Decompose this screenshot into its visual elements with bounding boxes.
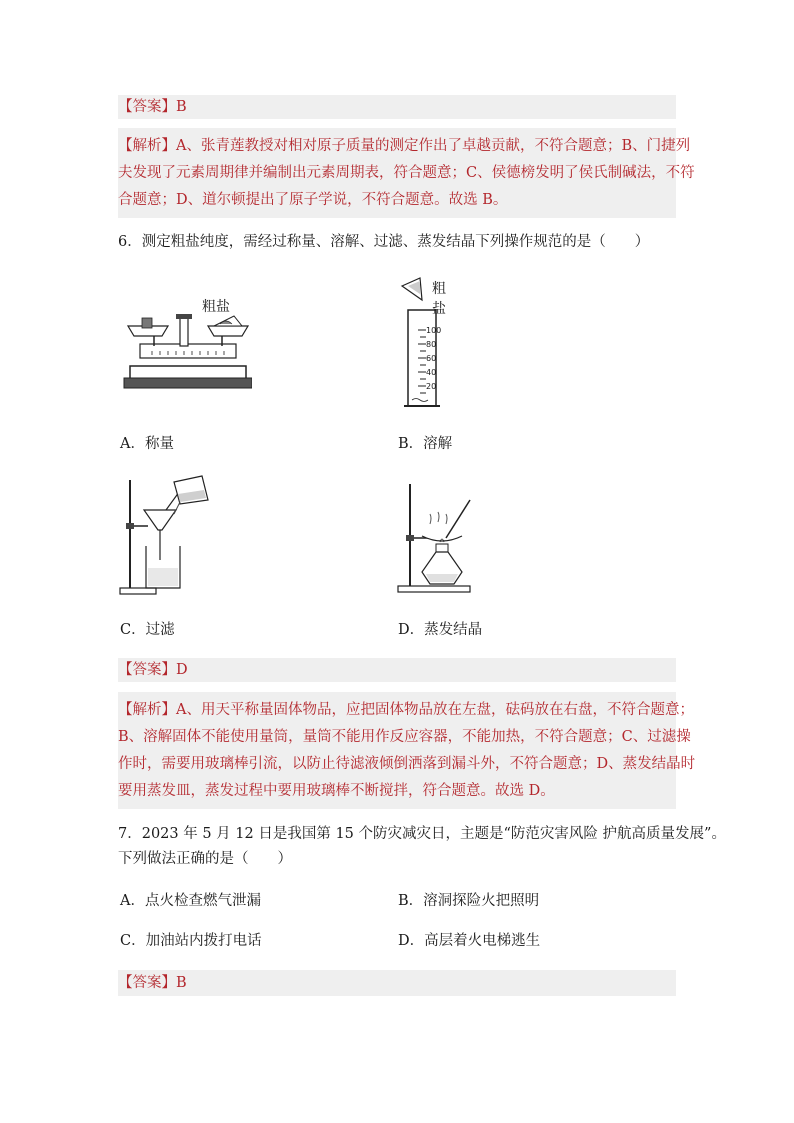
figure-cylinder bbox=[398, 272, 458, 412]
q7-option-c-letter: C． bbox=[120, 933, 146, 949]
q7-answer-value: B bbox=[176, 975, 187, 991]
q6-option-a-text: 称量 bbox=[144, 436, 174, 452]
q5-analysis-line-3 bbox=[118, 192, 678, 208]
q6-option-d-text: 蒸发结晶 bbox=[424, 622, 483, 638]
figure-b-label: 粗盐 bbox=[432, 281, 446, 317]
q6-option-b-text: 溶解 bbox=[423, 436, 453, 452]
q6-analysis-text-1: A、用天平称量固体物品，应把固体物品放在左盘，砝码放在右盘，不符合题意； bbox=[176, 702, 694, 718]
q7-option-c bbox=[120, 933, 262, 949]
q6-option-b-letter: B． bbox=[398, 436, 424, 452]
q5-answer-value: B bbox=[176, 99, 187, 115]
q7-option-b-letter: B． bbox=[398, 893, 424, 909]
q6-option-a bbox=[120, 436, 174, 452]
tick-20: 20 bbox=[426, 382, 437, 391]
q6-option-c-text: 过滤 bbox=[145, 622, 175, 638]
q7-answer-line bbox=[118, 975, 678, 991]
q5-analysis-text-1: A、张青莲教授对相对原子质量的测定作出了卓越贡献，不符合题意；B、门捷列 bbox=[176, 138, 691, 154]
q7-option-b-text: 溶洞探险火把照明 bbox=[423, 893, 540, 909]
tick-40: 40 bbox=[426, 368, 437, 377]
q7-stem-line-2: 下列做法正确的是（ ） bbox=[118, 851, 292, 867]
q6-option-d bbox=[398, 622, 482, 638]
q5-analysis-text-2: 夫发现了元素周期律并编制出元素周期表，符合题意；C、侯德榜发明了侯氏制碱法，不符 bbox=[118, 165, 695, 181]
q5-analysis-tag: 【解析】 bbox=[118, 138, 176, 154]
q6-option-c-letter: C． bbox=[120, 622, 146, 638]
q6-analysis-line-4 bbox=[118, 783, 678, 799]
q5-analysis-line-1 bbox=[118, 138, 691, 154]
q6-analysis-text-2: B、溶解固体不能使用量筒，量筒不能用作反应容器，不能加热，不符合题意；C、过滤操 bbox=[118, 729, 691, 745]
q6-option-d-letter: D． bbox=[398, 622, 425, 638]
q7-stem-line-1: 7．2023 年 5 月 12 日是我国第 15 个防灾减灾日，主题是“防范灾害风险 护航高质量发展”。 bbox=[118, 826, 726, 842]
q7-option-d-letter: D． bbox=[398, 933, 425, 949]
tick-60: 60 bbox=[426, 354, 437, 363]
q6-option-b bbox=[398, 436, 452, 452]
figure-evaporation bbox=[396, 476, 486, 596]
cylinder-tick-labels bbox=[426, 324, 441, 394]
q6-analysis-tag: 【解析】 bbox=[118, 702, 176, 718]
q5-answer-line bbox=[118, 99, 678, 115]
q6-option-a-letter: A． bbox=[120, 436, 145, 452]
q6-analysis-line-2 bbox=[118, 729, 691, 745]
q7-answer-tag: 【答案】 bbox=[118, 975, 176, 991]
tick-100: 100 bbox=[426, 326, 442, 335]
q6-option-c bbox=[120, 622, 175, 638]
q7-option-d bbox=[398, 933, 540, 949]
q7-option-c-text: 加油站内拨打电话 bbox=[145, 933, 262, 949]
tick-80: 80 bbox=[426, 340, 437, 349]
q6-answer-value: D bbox=[176, 662, 188, 678]
q7-option-d-text: 高层着火电梯逃生 bbox=[424, 933, 541, 949]
figure-balance bbox=[122, 294, 252, 394]
figure-filtration bbox=[118, 470, 218, 598]
figure-a-label: 粗盐 bbox=[202, 299, 230, 315]
q6-analysis-line-3 bbox=[118, 756, 696, 772]
q6-analysis-line-1 bbox=[118, 702, 694, 718]
q7-option-a-letter: A． bbox=[120, 893, 145, 909]
q6-analysis-text-3: 作时，需要用玻璃棒引流，以防止待滤液倾倒洒落到漏斗外，不符合题意；D、蒸发结晶时 bbox=[118, 756, 696, 772]
q7-option-a-text: 点火检查燃气泄漏 bbox=[144, 893, 261, 909]
q6-answer-line bbox=[118, 662, 678, 678]
balance-icon bbox=[122, 294, 252, 394]
q5-analysis-line-2 bbox=[118, 165, 695, 181]
evaporation-icon bbox=[396, 476, 486, 596]
q6-analysis-text-4: 要用蒸发皿，蒸发过程中要用玻璃棒不断搅拌，符合题意。故选 D。 bbox=[118, 783, 555, 799]
q6-answer-tag: 【答案】 bbox=[118, 662, 176, 678]
filtration-icon bbox=[118, 470, 218, 598]
q5-analysis-text-3: 合题意；D、道尔顿提出了原子学说，不符合题意。故选 B。 bbox=[118, 192, 508, 208]
q7-option-b bbox=[398, 893, 539, 909]
q6-stem: 6．测定粗盐纯度，需经过称量、溶解、过滤、蒸发结晶下列操作规范的是（ ） bbox=[118, 234, 650, 250]
q5-answer-tag: 【答案】 bbox=[118, 99, 176, 115]
q7-option-a bbox=[120, 893, 261, 909]
